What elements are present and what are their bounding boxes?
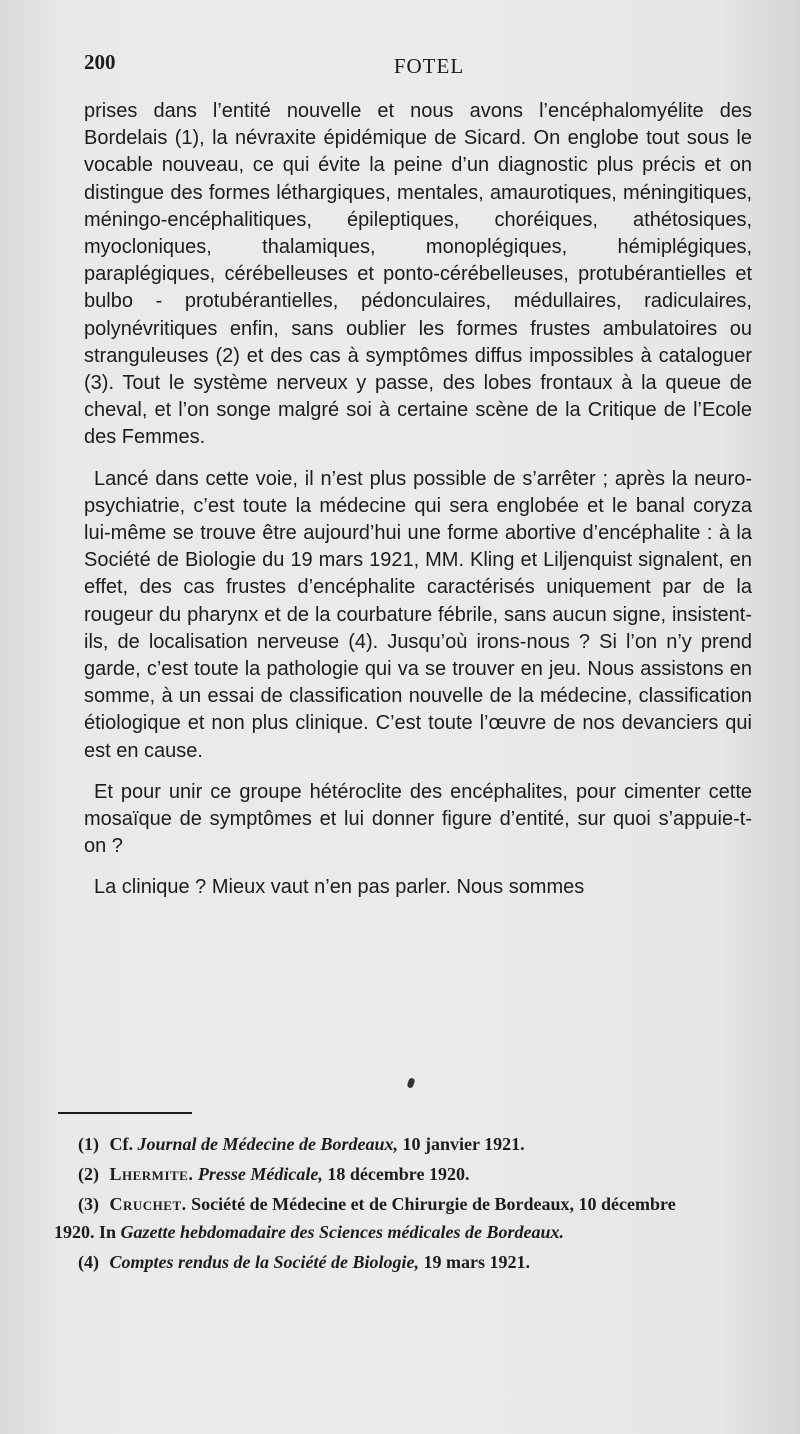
page-number: 200 [84, 50, 116, 74]
footnote-journal: Gazette hebdomadaire des Sciences médicales de Bordeaux. [120, 1222, 564, 1242]
paragraph: La clinique ? Mieux vaut n’en pas parler. Nous sommes [94, 876, 585, 899]
running-head [84, 50, 774, 80]
running-title: FOTEL [393, 54, 465, 78]
footnote-mark: (4) [78, 1252, 99, 1272]
paragraph: Et pour unir ce groupe hétéroclite des encéphalites, pour cimenter cette mosaïque de symptômes et lui donner figure d’entité, sur quoi s’appuie-t-on ? [84, 780, 752, 858]
footnote-journal: Presse Médicale, [197, 1164, 323, 1184]
footnote-3 [54, 1190, 718, 1246]
paragraph: Lancé dans cette voie, il n’est plus possible de s’arrêter ; après la neuro-psychiatrie, c’est toute la médecine qui sera englobée et le banal coryza lui-même se trouve être aujourd’hui une forme abortive d’encéphalite : à la Société de Biologie du 19 mars 1921, MM. Kling et Liljenquist signalent, en effet, des cas frustes d’encéphalite caractérisés uniquement par de la rougeur du pharynx et de la courbature fébrile, sans aucun signe, insistent-ils, de localisation nerveuse (4). Jusqu’où irons-nous ? Si l’on n’y prend garde, c’est toute la pathologie qui va se trouver en jeu. Nous assistons en somme, à un essai de classification nouvelle de la médecine, classification étiologique et non plus clinique. C’est toute l’œuvre de nos devanciers qui est en cause. [84, 467, 752, 762]
footnote-mark: (2) [78, 1164, 99, 1184]
paragraph: prises dans l’entité nouvelle et nous avons l’encéphalomyélite des Bordelais (1), la névraxite épidémique de Sicard. On englobe tout sous le vocable nouveau, ce qui évite la peine d’un diagnostic plus précis et on distingue des formes léthargiques, mentales, amaurotiques, méningitiques, méningo-encéphalitiques, épileptiques, choréiques, athétosiques, myocloniques, thalamiques, monoplégiques, hémiplégiques, paraplégiques, cérébelleuses et ponto-cérébelleuses, protubérantielles et bulbo - protubérantielles, pédonculaires, médullaires, radiculaires, polynévritiques enfin, sans oublier les formes frustes ambulatoires ou stranguleuses (2) et des cas à symptômes diffus impossibles à cataloguer (3). Tout le système nerveux y passe, des lobes frontaux à la queue de cheval, et l’on songe malgré soi à certaine scène de la Critique de l’Ecole des Femmes. [84, 100, 752, 449]
footnote-text: Société de Médecine et de Chirurgie de Bordeaux, 10 décembre 1920. In [54, 1194, 676, 1242]
footnote-2 [78, 1160, 718, 1188]
footnote-author: Cruchet. [109, 1194, 187, 1214]
body-text [84, 98, 752, 916]
footnote-4 [78, 1248, 718, 1276]
footnote-mark: (3) [78, 1194, 99, 1214]
footnote-journal: Comptes rendus de la Société de Biologie, [109, 1252, 419, 1272]
footnote-author: Lhermite. [109, 1164, 194, 1184]
footnote-prefix: Cf. [109, 1134, 133, 1154]
ink-mark-ornament [406, 1077, 415, 1088]
footnote-rest: 19 mars 1921. [423, 1252, 530, 1272]
footnote-1 [78, 1130, 718, 1158]
footnotes [54, 1130, 718, 1278]
footnote-mark: (1) [78, 1134, 99, 1154]
footnote-rule [58, 1112, 192, 1114]
footnote-journal: Journal de Médecine de Bordeaux, [137, 1134, 398, 1154]
footnote-rest: 10 janvier 1921. [402, 1134, 525, 1154]
footnote-rest: 18 décembre 1920. [327, 1164, 470, 1184]
